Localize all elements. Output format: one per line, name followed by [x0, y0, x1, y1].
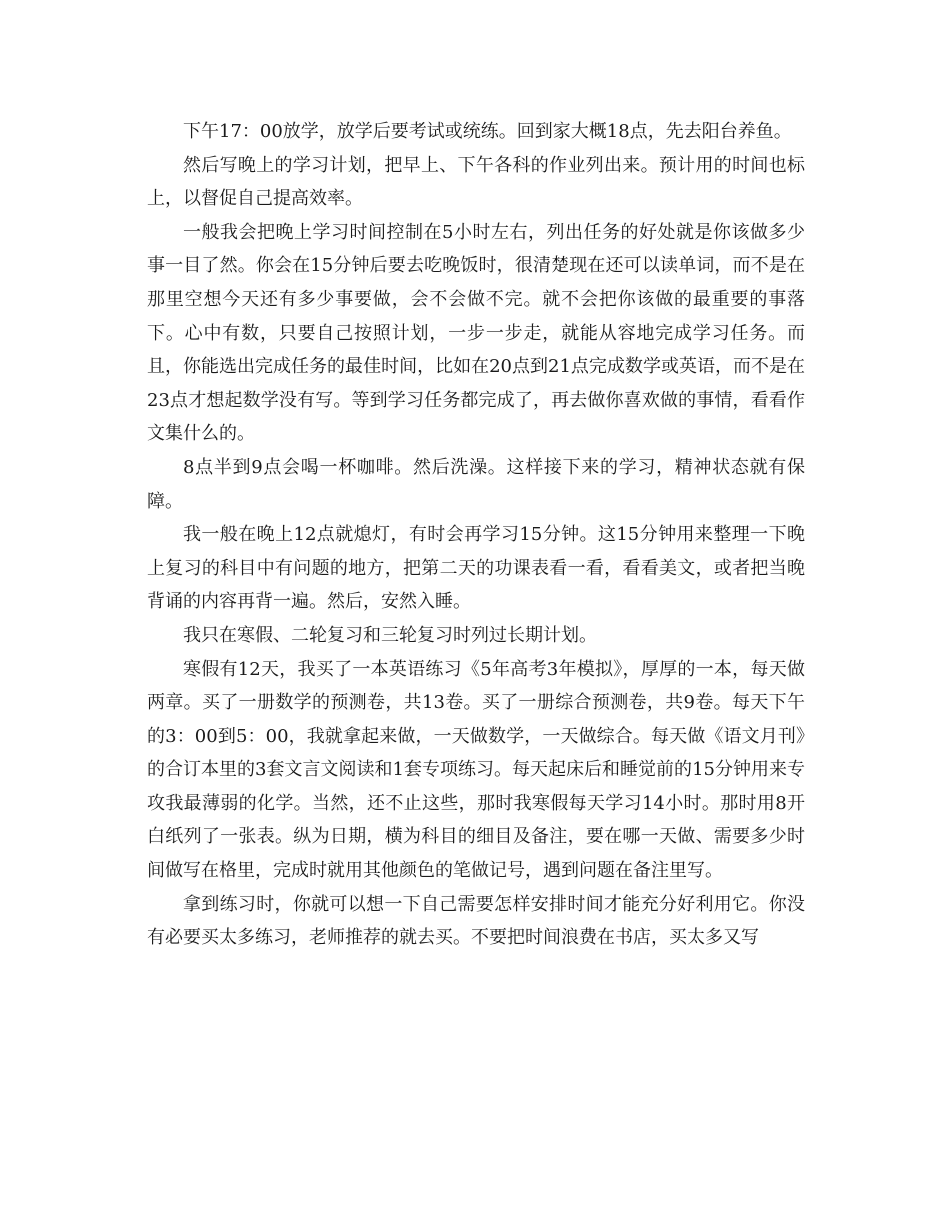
paragraph-3: 一般我会把晚上学习时间控制在5小时左右，列出任务的好处就是你该做多少事一目了然。你会在15分钟后要去吃晚饭时，很清楚现在还可以读单词，而不是在那里空想今天还有多少事要做，会不会做不完。就不会把你该做的最重要的事落下。心中有数，只要自己按照计划，一步一步走，就能从容地完成学习任务。而且，你能选出完成任务的最佳时间，比如在20点到21点完成数学或英语，而不是在23点才想起数学没有写。等到学习任务都完成了，再去做你喜欢做的事情，看看作文集什么的。	[147, 221, 805, 445]
paragraph-7: 寒假有12天，我买了一本英语练习《5年高考3年模拟》，厚厚的一本，每天做两章。买了一册数学的预测卷，共13卷。买了一册综合预测卷，共9卷。每天下午的3：00到5：00，我就拿起来做，一天做数学，一天做综合。每天做《语文月刊》的合订本里的3套文言文阅读和1套专项练习。每天起床后和睡觉前的15分钟用来专攻我最薄弱的化学。当然，还不止这些，那时我寒假每天学习14小时。那时用8开白纸列了一张表。纵为日期，横为科目的细目及备注，要在哪一天做、需要多少时间做写在格里，完成时就用其他颜色的笔做记号，遇到问题在备注里写。	[147, 658, 805, 882]
paragraph-2: 然后写晚上的学习计划，把早上、下午各科的作业列出来。预计用的时间也标上，以督促自己提高效率。	[147, 154, 805, 210]
paragraph-6: 我只在寒假、二轮复习和三轮复习时列过长期计划。	[183, 624, 597, 646]
document-body	[147, 115, 805, 955]
paragraph-4: 8点半到9点会喝一杯咖啡。然后洗澡。这样接下来的学习，精神状态就有保障。	[147, 456, 805, 512]
paragraph-8: 拿到练习时，你就可以想一下自己需要怎样安排时间才能充分好利用它。你没有必要买太多练习，老师推荐的就去买。不要把时间浪费在书店，买太多又写	[147, 893, 805, 949]
paragraph-1: 下午17：00放学，放学后要考试或统练。回到家大概18点，先去阳台养鱼。	[183, 121, 792, 142]
paragraph-5: 我一般在晚上12点就熄灯，有时会再学习15分钟。这15分钟用来整理一下晚上复习的科目中有问题的地方，把第二天的功课表看一看，看看美文，或者把当晚背诵的内容再背一遍。然后，安然入睡。	[147, 524, 805, 613]
